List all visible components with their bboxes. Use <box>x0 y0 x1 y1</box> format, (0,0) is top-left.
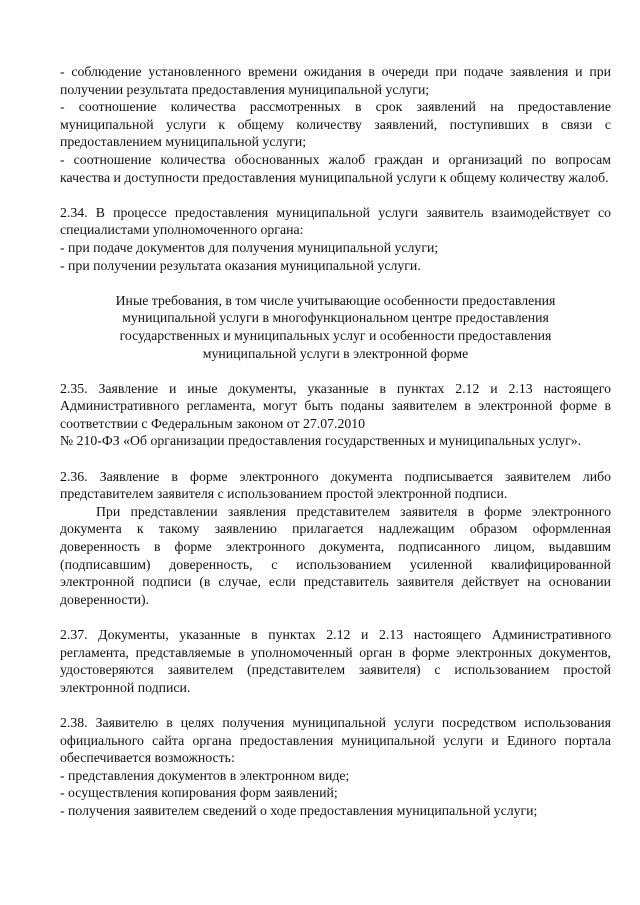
document-page <box>60 63 611 820</box>
section-heading: Иные требования, в том числе учитывающие особенности предоставления муниципальной услуги в многофункциональном центре предоставления государственных и муниципальных услуг и особенности предоставления муниципальной услуги в электронной форме <box>115 292 556 361</box>
section-2-35-law-reference: № 210-ФЗ «Об организации предоставления государственных и муниципальных услуг». <box>60 433 582 449</box>
criteria-item-complaints-ratio: - соотношение количества обоснованных жалоб граждан и организаций по вопросам качества и доступности предоставления муниципальной услуги к общему количеству жалоб. <box>60 151 611 185</box>
section-2-34-item-submission: - при подаче документов для получения муниципальной услуги; <box>60 239 439 255</box>
section-2-38-item-progress-info: - получения заявителем сведений о ходе предоставления муниципальной услуги; <box>60 802 538 818</box>
section-2-38-item-copy-forms: - осуществления копирования форм заявлений; <box>60 785 338 801</box>
section-2-36-representative: При представлении заявления представителем заявителя в форме электронного документа к такому заявлению прилагается надлежащим образом оформленная доверенность в форме электронного документа, подписанного лицом, выдавшим (подписавшим) доверенность, с использованием усиленной квалифицированной электронной подписи (в случае, если представитель заявителя действует на основании доверенности). <box>60 503 611 607</box>
section-2-36: 2.36. Заявление в форме электронного документа подписывается заявителем либо представителем заявителя с использованием простой электронной подписи. <box>60 468 611 502</box>
section-2-34: 2.34. В процессе предоставления муниципальной услуги заявитель взаимодействует со специалистами уполномоченного органа: <box>60 204 611 238</box>
section-2-38-item-documents: - представления документов в электронном виде; <box>60 767 350 783</box>
criteria-item-waiting-time: - соблюдение установленного времени ожидания в очереди при подаче заявления и при получении результата предоставления муниципальной услуги; <box>60 64 611 97</box>
section-2-37: 2.37. Документы, указанные в пунктах 2.12 и 2.13 настоящего Административного регламента, представляемые в уполномоченный орган в форме электронных документов, удостоверяются заявителем (представителем заявителя) с использованием простой электронной подписи. <box>60 627 611 695</box>
section-2-35: 2.35. Заявление и иные документы, указанные в пунктах 2.12 и 2.13 настоящего Административного регламента, могут быть поданы заявителем в электронной форме в соответствии с Федеральным законом от 27.07.2010 <box>60 380 611 431</box>
section-2-34-item-result: - при получении результата оказания муниципальной услуги. <box>60 257 421 273</box>
section-2-38: 2.38. Заявителю в целях получения муниципальной услуги посредством использования официального сайта органа предоставления муниципальной услуги и Единого портала обеспечивается возможность: <box>60 714 611 766</box>
criteria-item-timely-ratio: - соотношение количества рассмотренных в срок заявлений на предоставление муниципальной услуги к общему количеству заявлений, поступивших в связи с предоставлением муниципальной услуги; <box>60 99 611 150</box>
